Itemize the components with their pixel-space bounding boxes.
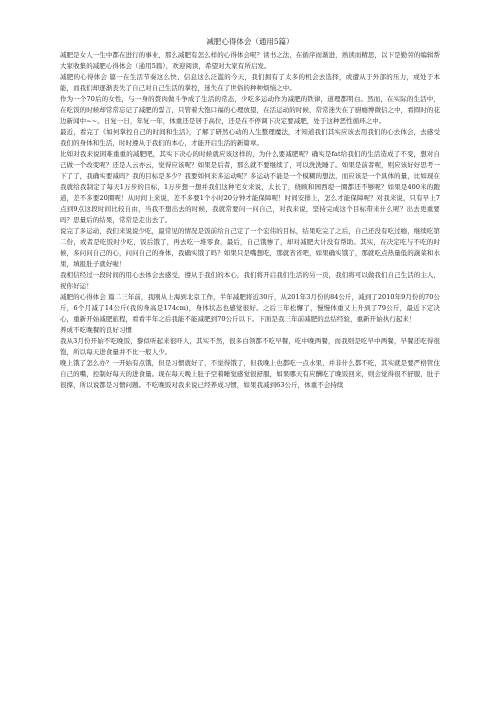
paragraph: 晚上饿了怎么办？一开始有点饿，但是习惯就好了，不觉得饿了，但我晚上也都吃一点水果，并非什么都不吃，其实就是要严格管住自己的嘴，控制好每天的进食量。现在每天晚上肚子空着睡觉感觉很舒服，如果哪天有应酬吃了晚饭回来，则会觉得很不舒服，肚子很撑，所以说都是习惯问题。不吃晚饭对我来说已经养成习惯，如果我减到63公斤，体重不会持续: [60, 359, 440, 389]
document-title: 减肥心得体会（通用5篇）: [206, 37, 294, 46]
paragraph: 减肥是女人一生中都在进行的事业，那么减肥有怎么样的心得体会呢？读书之法，在循序而渐进，熟读而精思，以下是勤劳的编辑帮大家收集的减肥心得体会（通用5篇），欢迎阅读，希望对大家有所启发。: [60, 51, 440, 70]
paragraph: 减肥的心得体会 篇一在生活节奏这么快、信息这么泛滥的今天，我们拥有了太多的机会去选择，或遭从于外部的压力，或处于本能，而我们却逐渐丧失了自己对自己生活的掌控，迷失在了世俗的种种烦恼之中。: [60, 73, 440, 92]
paragraph: 最近，看完了《如何掌控自己的时间和生活》，了解了研然心动的人生整理魔法，才知道我们其实应该去用我们的心去体会，去感受我们的身体和生活，时时遵从于我们的本心，才能开启生活的新篇章。: [60, 128, 440, 147]
paragraph: 我从3月份开始不吃晚饭，黎似听起来很吓人，其实不然，很多白领都不吃早餐，吃中晚两餐，而我则是吃早中两餐，早餐还吃得很饱，所以每天进食量并不比一般人少。: [60, 337, 440, 356]
section-heading: 养成不吃晚餐的良好习惯: [60, 326, 133, 334]
paragraph: 说完了多运动，我们来说说少吃，最常见的情况是饭前给自己定了一个宏伟的目标，结果吃完了之后，自己还没有吃过瘾，继续吃第二份，或者是吃饭时少吃，饭后饿了，再去吃一堆零食，最后，自己饿惨了，却对减肥大计没有帮助。其实，在决定吃与不吃的时候，多问问自己的心，问问自己的身体，我确实饿了吗？如果只是嘴想吃，那就省省吧，如果确实饿了，那就吃点热量低的蔬菜和水果，填报肚子就好啦！: [60, 227, 440, 268]
paragraph: 作为一个70后的女性，与一身的赘肉做斗争成了生活的常态，少吃多运动作为减肥的铁律，道理都明白。然而，在实际的生活中，在吃饭的时候却常常忘记了减肥的誓言，只管着大饱口福的心理放望，在活运动的时候，常常迷失在了厨瘾博微信之中，看圆时的花边新闻中~~。日复一日，年复一年，体重还是居于高位，还是在不停调下决定要减肥，处于这种恶性循环之中。: [60, 95, 440, 125]
paragraph: 减肥的心得体会 篇二三年前，我刚从上海到北京工作，半年减肥将近30斤，从201年3月份的84公斤，减到了2010年9月份的70公斤，6个月减了14公斤(我的身高是174cm)，身体状态也感觉很好。之后三年松懈了，慢慢体重又上升到了79公斤，最近下定决心，重新开始减肥旅程，看看半年之后我能不能减肥到70公斤以下。下面是我三年前减肥的总结经验，重新开始执行起来！: [60, 293, 440, 323]
paragraph: 比如对我来说困难重重的减肥吧，其实下决心的时候就应该这样的，为什么要减肥呢？确实是fat给我们的生活造成了不变，想对自己做一个改变呢？还是人云亦云，觉得应该呢？如果是后者，那么就不要继续了，可以洗洗睡了。如果是前者呢，则应该好好思考一下了了，我确实要减吗？我的目标是多少？我要如何来多运动呢？多运动不能是一个模糊的想法，而应该是一个具体的量，比如现在我就给我制定了每天1万步的目标，1万步想一想并我们这种宅女来说，太长了，绕顾和园西堤一圈都还不够呢？如果是400米的跑道，差不多要20圈呢！从时间上来说，差不多要1个小时20分钟才能保障呢！时间安排上，怎么才能保障呢？对我来说，只有早上7点到9点这段时间比较自由，当我不想出去的时候，我就常要问一问自己，对我来说，坚持完成这个目标带来什么呢？出去更重要吗？思量后的结果，常常是走出去了。: [60, 150, 440, 224]
document-page: [60, 36, 440, 391]
paragraph: 我相信经过一段时间的用心去体会去感受，遵从于我们的本心，我们将开启我们生活的另一页，我们将可以做我们自己生活的主人，祝你好运！: [60, 271, 440, 290]
